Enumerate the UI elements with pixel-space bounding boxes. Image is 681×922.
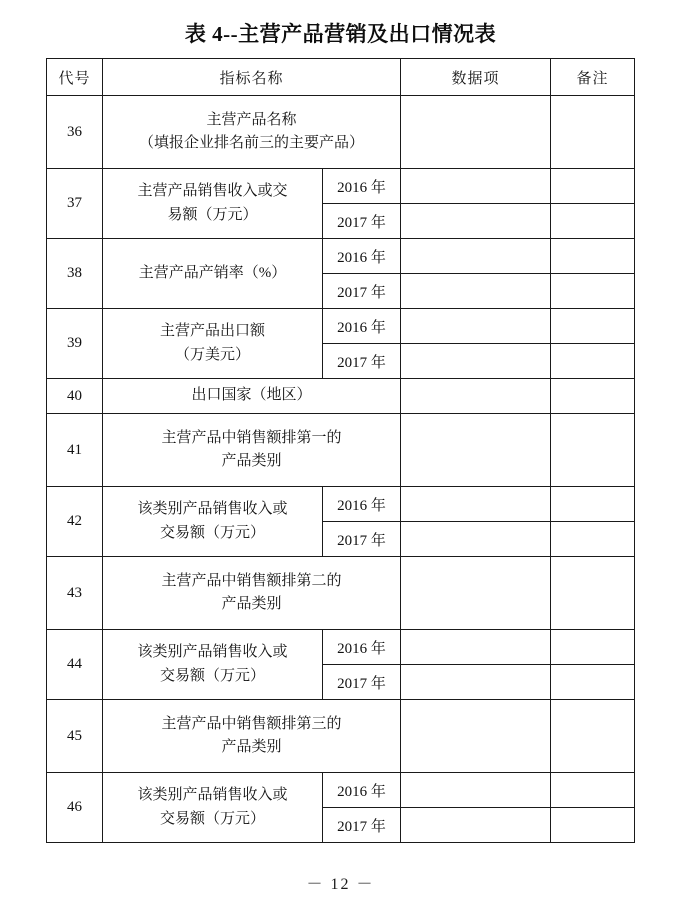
header-code: 代号 xyxy=(46,59,102,96)
row-indicator xyxy=(102,309,322,379)
row-data-input[interactable] xyxy=(401,808,551,843)
row-year-label: 2017 年 xyxy=(322,344,400,379)
page-title: 表 4--主营产品营销及出口情况表 xyxy=(184,22,497,46)
row-indicator xyxy=(102,414,400,487)
header-remark: 备注 xyxy=(551,59,635,96)
row-remark-input[interactable] xyxy=(551,169,635,204)
row-code: 46 xyxy=(46,773,102,843)
row-remark-input[interactable] xyxy=(551,808,635,843)
row-indicator xyxy=(102,557,400,630)
row-remark-input[interactable] xyxy=(551,700,635,773)
row-remark-input[interactable] xyxy=(551,557,635,630)
indicator-line: 主营产品中销售额排第三的 xyxy=(161,715,342,732)
table-row xyxy=(46,169,634,204)
row-data-input[interactable] xyxy=(401,665,551,700)
table-header-row xyxy=(46,59,634,96)
row-indicator xyxy=(102,630,322,700)
table-row xyxy=(46,700,634,773)
main-product-marketing-export-table xyxy=(46,58,635,843)
row-data-input[interactable] xyxy=(401,239,551,274)
indicator-line: 该类别产品销售收入或 xyxy=(137,644,288,661)
page-footer xyxy=(0,871,681,894)
row-year-label: 2017 年 xyxy=(322,274,400,309)
row-remark-input[interactable] xyxy=(551,309,635,344)
row-year-label: 2016 年 xyxy=(322,169,400,204)
indicator-line: 易额（万元） xyxy=(167,206,258,223)
row-year-label: 2016 年 xyxy=(322,239,400,274)
row-year-label: 2016 年 xyxy=(322,773,400,808)
row-data-input[interactable] xyxy=(401,169,551,204)
row-data-input[interactable] xyxy=(401,557,551,630)
row-data-input[interactable] xyxy=(401,204,551,239)
indicator-line: 交易额（万元） xyxy=(159,667,265,684)
row-data-input[interactable] xyxy=(401,487,551,522)
table-row xyxy=(46,379,634,414)
row-code: 43 xyxy=(46,557,102,630)
row-remark-input[interactable] xyxy=(551,96,635,169)
table-row xyxy=(46,96,634,169)
header-data-item: 数据项 xyxy=(401,59,551,96)
row-code: 38 xyxy=(46,239,102,309)
indicator-line: 该类别产品销售收入或 xyxy=(137,501,288,518)
row-remark-input[interactable] xyxy=(551,344,635,379)
row-data-input[interactable] xyxy=(401,344,551,379)
row-code: 36 xyxy=(46,96,102,169)
row-indicator xyxy=(102,487,322,557)
indicator-line: 主营产品销售收入或交 xyxy=(137,183,288,200)
table-body xyxy=(46,96,634,843)
indicator-line: 产品类别 xyxy=(221,739,282,755)
row-data-input[interactable] xyxy=(401,96,551,169)
row-remark-input[interactable] xyxy=(551,522,635,557)
row-indicator xyxy=(102,379,400,414)
indicator-line: 交易额（万元） xyxy=(159,524,265,541)
row-year-label: 2016 年 xyxy=(322,309,400,344)
indicator-line: 主营产品中销售额排第二的 xyxy=(161,572,342,589)
row-indicator xyxy=(102,96,400,169)
row-data-input[interactable] xyxy=(401,274,551,309)
row-data-input[interactable] xyxy=(401,700,551,773)
row-year-label: 2017 年 xyxy=(322,665,400,700)
row-data-input[interactable] xyxy=(401,773,551,808)
row-indicator xyxy=(102,700,400,773)
table-row xyxy=(46,414,634,487)
indicator-line: 交易额（万元） xyxy=(159,810,265,827)
row-data-input[interactable] xyxy=(401,630,551,665)
row-code: 40 xyxy=(46,379,102,414)
row-data-input[interactable] xyxy=(401,522,551,557)
indicator-line: （填报企业排名前三的主要产品） xyxy=(138,135,364,151)
row-code: 37 xyxy=(46,169,102,239)
indicator-line: 出口国家（地区） xyxy=(191,387,312,404)
row-remark-input[interactable] xyxy=(551,665,635,700)
row-indicator xyxy=(102,239,322,309)
row-code: 39 xyxy=(46,309,102,379)
page-number: － 12 － xyxy=(306,876,375,893)
row-year-label: 2017 年 xyxy=(322,204,400,239)
row-data-input[interactable] xyxy=(401,379,551,414)
table-row xyxy=(46,309,634,344)
indicator-line: 主营产品名称 xyxy=(206,111,297,128)
row-remark-input[interactable] xyxy=(551,487,635,522)
indicator-line: 产品类别 xyxy=(221,596,282,612)
indicator-line: 主营产品中销售额排第一的 xyxy=(161,429,342,446)
row-year-label: 2017 年 xyxy=(322,808,400,843)
row-remark-input[interactable] xyxy=(551,379,635,414)
header-indicator: 指标名称 xyxy=(102,59,400,96)
row-remark-input[interactable] xyxy=(551,414,635,487)
row-code: 45 xyxy=(46,700,102,773)
indicator-line: 该类别产品销售收入或 xyxy=(137,787,288,804)
row-remark-input[interactable] xyxy=(551,773,635,808)
indicator-line: 主营产品产销率（%） xyxy=(138,264,287,281)
row-remark-input[interactable] xyxy=(551,204,635,239)
indicator-line: 主营产品出口额 xyxy=(159,323,265,340)
row-remark-input[interactable] xyxy=(551,630,635,665)
row-code: 42 xyxy=(46,487,102,557)
row-data-input[interactable] xyxy=(401,309,551,344)
table-row xyxy=(46,630,634,665)
table-row xyxy=(46,239,634,274)
row-data-input[interactable] xyxy=(401,414,551,487)
row-indicator xyxy=(102,773,322,843)
row-year-label: 2016 年 xyxy=(322,630,400,665)
row-remark-input[interactable] xyxy=(551,239,635,274)
table-row xyxy=(46,557,634,630)
row-year-label: 2017 年 xyxy=(322,522,400,557)
row-year-label: 2016 年 xyxy=(322,487,400,522)
table-row xyxy=(46,487,634,522)
indicator-line: （万美元） xyxy=(174,346,250,363)
row-code: 44 xyxy=(46,630,102,700)
row-remark-input[interactable] xyxy=(551,274,635,309)
row-indicator xyxy=(102,169,322,239)
document-page xyxy=(0,18,681,922)
table-row xyxy=(46,773,634,808)
indicator-line: 产品类别 xyxy=(221,453,282,469)
row-code: 41 xyxy=(46,414,102,487)
